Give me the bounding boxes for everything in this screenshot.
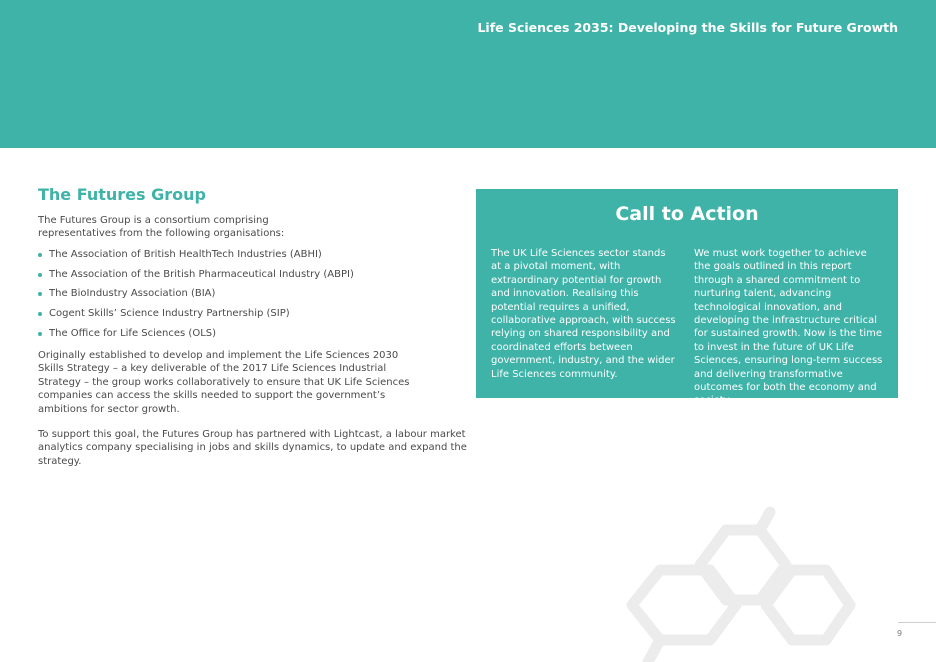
header-banner (0, 0, 936, 148)
organisation-name: The Office for Life Sciences (OLS) (49, 327, 217, 339)
organisation-name: The Association of British HealthTech Industries (ABHI) (49, 248, 322, 260)
bullet-icon (38, 332, 42, 336)
hexagon-decoration-icon (620, 500, 870, 662)
footer-rule (898, 622, 936, 623)
bullet-icon (38, 273, 42, 277)
list-item (38, 327, 468, 340)
organisation-list (38, 248, 468, 340)
section-heading: The Futures Group (38, 185, 206, 204)
intro-paragraph: The Futures Group is a consortium comprising representatives from the following organisations: (38, 215, 285, 240)
call-to-action-heading: Call to Action (615, 203, 759, 225)
list-item (38, 307, 468, 320)
call-to-action-column-left: The UK Life Sciences sector stands at a pivotal moment, with extraordinary potential for growth and innovation. Realising this potential requires a unified, collaborative approach, with success relying on shared responsibility and coordinated efforts between government, industry, and the wider Life Sciences community. (491, 248, 676, 380)
bullet-icon (38, 312, 42, 316)
list-item (38, 248, 468, 261)
bullet-icon (38, 253, 42, 257)
futures-group-section (38, 185, 468, 475)
origin-paragraph: Originally established to develop and implement the Life Sciences 2030 Skills Strategy – a key deliverable of the 2017 Life Sciences Industrial Strategy – the group works collaboratively to ensure that UK Life Sciences companies can access the skills needed to support the government’s ambitions for sector growth. (38, 350, 410, 415)
partnership-paragraph: To support this goal, the Futures Group has partnered with Lightcast, a labour market analytics company specialising in jobs and skills dynamics, to update and expand the strategy. (38, 429, 467, 467)
document-title: Life Sciences 2035: Developing the Skills for Future Growth (477, 20, 898, 35)
page-number: 9 (897, 629, 903, 638)
list-item (38, 268, 468, 281)
list-item (38, 287, 468, 300)
bullet-icon (38, 292, 42, 296)
call-to-action-box (476, 189, 898, 407)
organisation-name: Cogent Skills’ Science Industry Partnership (SIP) (49, 307, 290, 319)
organisation-name: The BioIndustry Association (BIA) (49, 288, 216, 300)
call-to-action-column-right: We must work together to achieve the goals outlined in this report through a shared commitment to nurturing talent, advancing technological innovation, and developing the infrastructure critical for sustained growth. Now is the time to invest in the future of UK Life Sciences, ensuring long-term success and delivering transformative outcomes for both the economy and society. (694, 248, 883, 407)
organisation-name: The Association of the British Pharmaceutical Industry (ABPI) (49, 268, 354, 280)
